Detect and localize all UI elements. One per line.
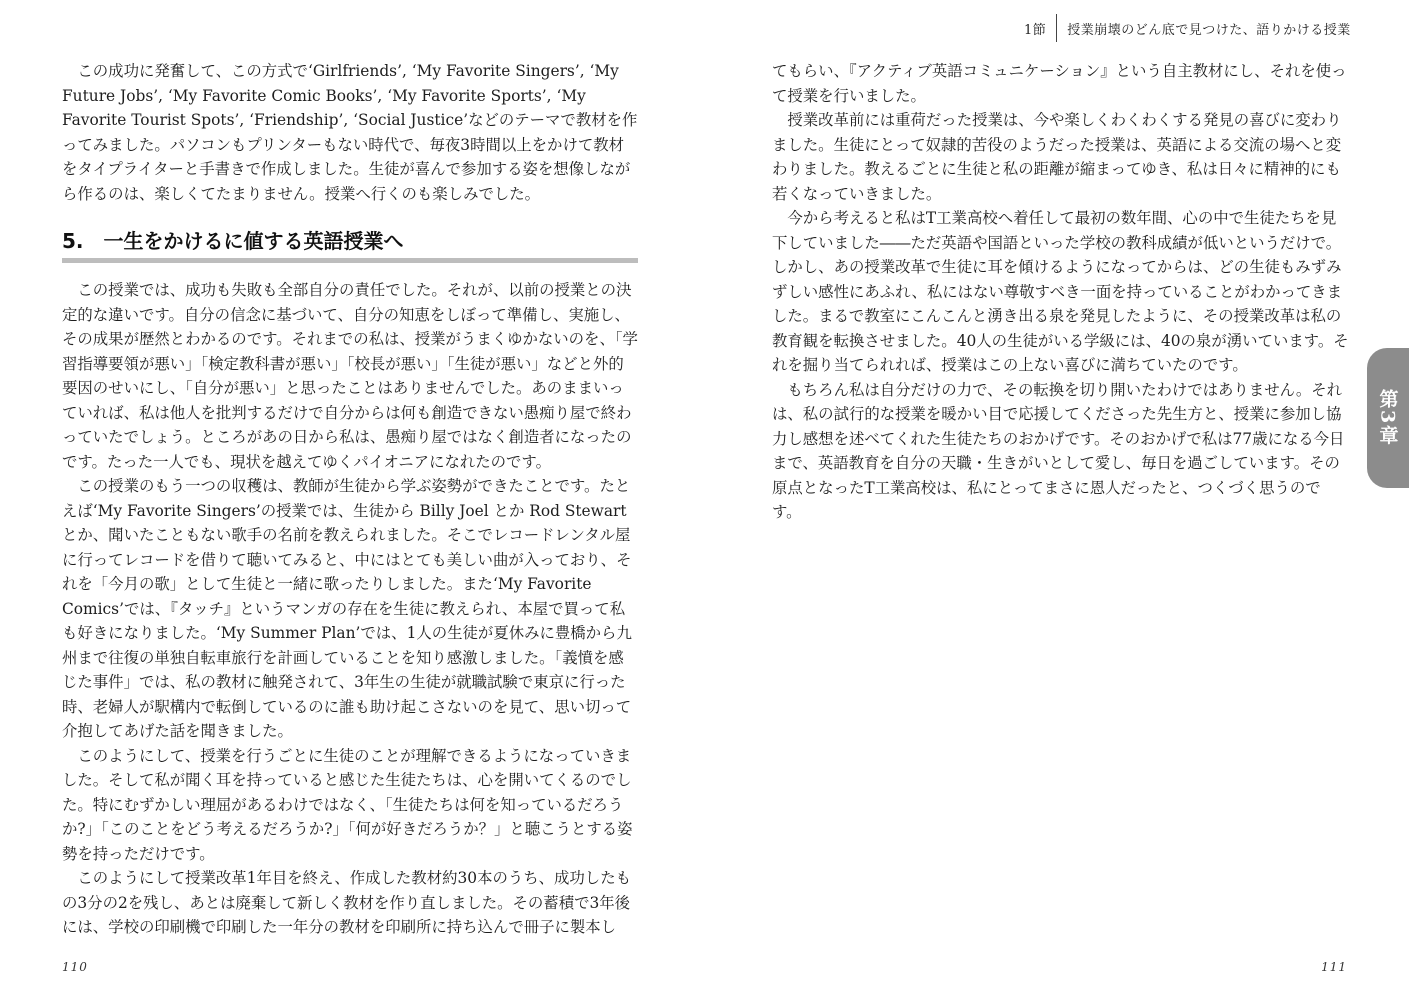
page-number-left: 110 [62,960,88,974]
body-paragraph: もちろん私は自分だけの力で、その転換を切り開いたわけではありません。それは、私の試行的な授業を暖かい目で応援してくださった先生方と、授業に参加し協力し感想を述べてくれた生徒たちのおかげです。そのおかげで私は77歳になる今日まで、英語教育を自分の天職・生きがいとして愛し、毎日を過ごしています。その原点となったT工業高校は、私にとってまさに恩人だったと、つくづく思うのです。 [772,380,1345,521]
right-body-text [772,59,1350,525]
page-number-right: 111 [1321,960,1347,974]
left-body-text [62,278,638,940]
running-head [1024,14,1354,42]
body-paragraph: 今から考えると私はT工業高校へ着任して最初の数年間、心の中で生徒たちを見下していました――ただ英語や国語といった学校の教科成績が低いというだけで。しかし、あの授業改革で生徒に耳を傾けるようになってからは、どの生徒もみずみずしい感性にあふれ、私にはない尊敬すべき一面を持っていることがわかってきました。まるで教室にこんこんと湧き出る泉を発見したように、その授業改革は私の教育観を転換させました。40人の生徒がいる学級には、40の泉が湧いています。それを掘り当てられれば、授業はこの上ない喜びに満ちていたのです。 [772,209,1349,374]
intro-paragraph: この成功に発奮して、この方式で‘Girlfriends’, ‘My Favorite Singers’, ‘My Future Jobs’, ‘My Favorite Comic Books’, ‘My Favorite Sports’, ‘My Favorite Tourist Spots’, ‘Friendship’, ‘Social Justice’などのテーマで教材を作ってみました。パソコンもプリンターもない時代で、毎夜3時間以上をかけて教材をタイプライターと手書きで作成しました。生徒が喜んで参加する姿を想像しながら作るのは、楽しくてたまりません。授業へ行くのも楽しみでした。 [62,62,638,203]
body-paragraph: 授業改革前には重荷だった授業は、今や楽しくわくわくする発見の喜びに変わりました。生徒にとって奴隷的苦役のようだった授業は、英語による交流の場へと変わりました。教えるごとに生徒と私の距離が縮まってゆき、私は日々に精神的にも若くなっていきました。 [772,111,1342,203]
running-head-section: 1節 [1024,22,1047,38]
left-page [0,0,704,1000]
running-head-divider [1056,14,1057,42]
body-paragraph: この授業のもう一つの収穫は、教師が生徒から学ぶ姿勢ができたことです。たとえば‘My Favorite Singers’の授業では、生徒から Billy Joel とか Rod Stewart とか、聞いたこともない歌手の名前を教えられました。そこでレコードレンタル屋に行ってレコードを借りて聴いてみると、中にはとても美しい曲が入っており、それを「今月の歌」として生徒と一緒に歌ったりしました。また‘My Favorite Comics’では、『タッチ』というマンガの存在を生徒に教えられ、本屋で買って私も好きになりました。‘My Summer Plan’では、1人の生徒が夏休みに豊橋から九州まで往復の単独自転車旅行を計画していることを知り感激しました。「義憤を感じた事件」では、私の教材に触発されて、3年生の生徒が就職試験で東京に行った時、老婦人が駅構内で転倒しているのに誰も助け起こさないのを見て、思い切って介抱してあげた話を聞きました。 [62,477,632,740]
section-rule [62,258,638,263]
chapter-tab [1367,348,1409,488]
body-paragraph: このようにして、授業を行うごとに生徒のことが理解できるようになっていきました。そして私が聞く耳を持っていると感じた生徒たちは、心を開いてくるのでした。特にむずかしい理屈があるわけではなく、「生徒たちは何を知っているだろうか?」「このことをどう考えるだろうか?」「何が好きだろうか？」と聴こうとする姿勢を持っただけです。 [62,746,633,863]
chapter-tab-label: 第3章 [1376,389,1399,447]
body-paragraph: このようにして授業改革1年目を終え、作成した教材約30本のうち、成功したもの3分の2を残し、あとは廃棄して新しく教材を作り直しました。その蓄積で3年後には、学校の印刷機で印刷した一年分の教材を印刷所に持ち込んで冊子に製本し [62,869,631,936]
body-paragraph: この授業では、成功も失敗も全部自分の責任でした。それが、以前の授業との決定的な違いです。自分の信念に基づいて、自分の知恵をしぼって準備し、実施し、その成果が歴然とわかるのです。それまでの私は、授業がうまくゆかないのを、「学習指導要領が悪い」「検定教科書が悪い」「校長が悪い」「生徒が悪い」などと外的要因のせいにし、「自分が悪い」と思ったことはありませんでした。あのままいっていれば、私は他人を批判するだけで自分からは何も創造できない愚痴り屋で終わっていたでしょう。ところがあの日から私は、愚痴り屋ではなく創造者になったのです。たった一人でも、現状を越えてゆくパイオニアになれたのです。 [62,281,638,471]
running-head-title: 授業崩壊のどん底で見つけた、語りかける授業 [1067,22,1351,38]
intro-text [62,59,638,206]
continued-paragraph: てもらい、『アクティブ英語コミュニケーション』という自主教材にし、それを使って授業を行いました。 [772,62,1347,105]
right-page [704,0,1409,1000]
section-heading: 5. 一生をかけるに値する英語授業へ [62,229,404,253]
